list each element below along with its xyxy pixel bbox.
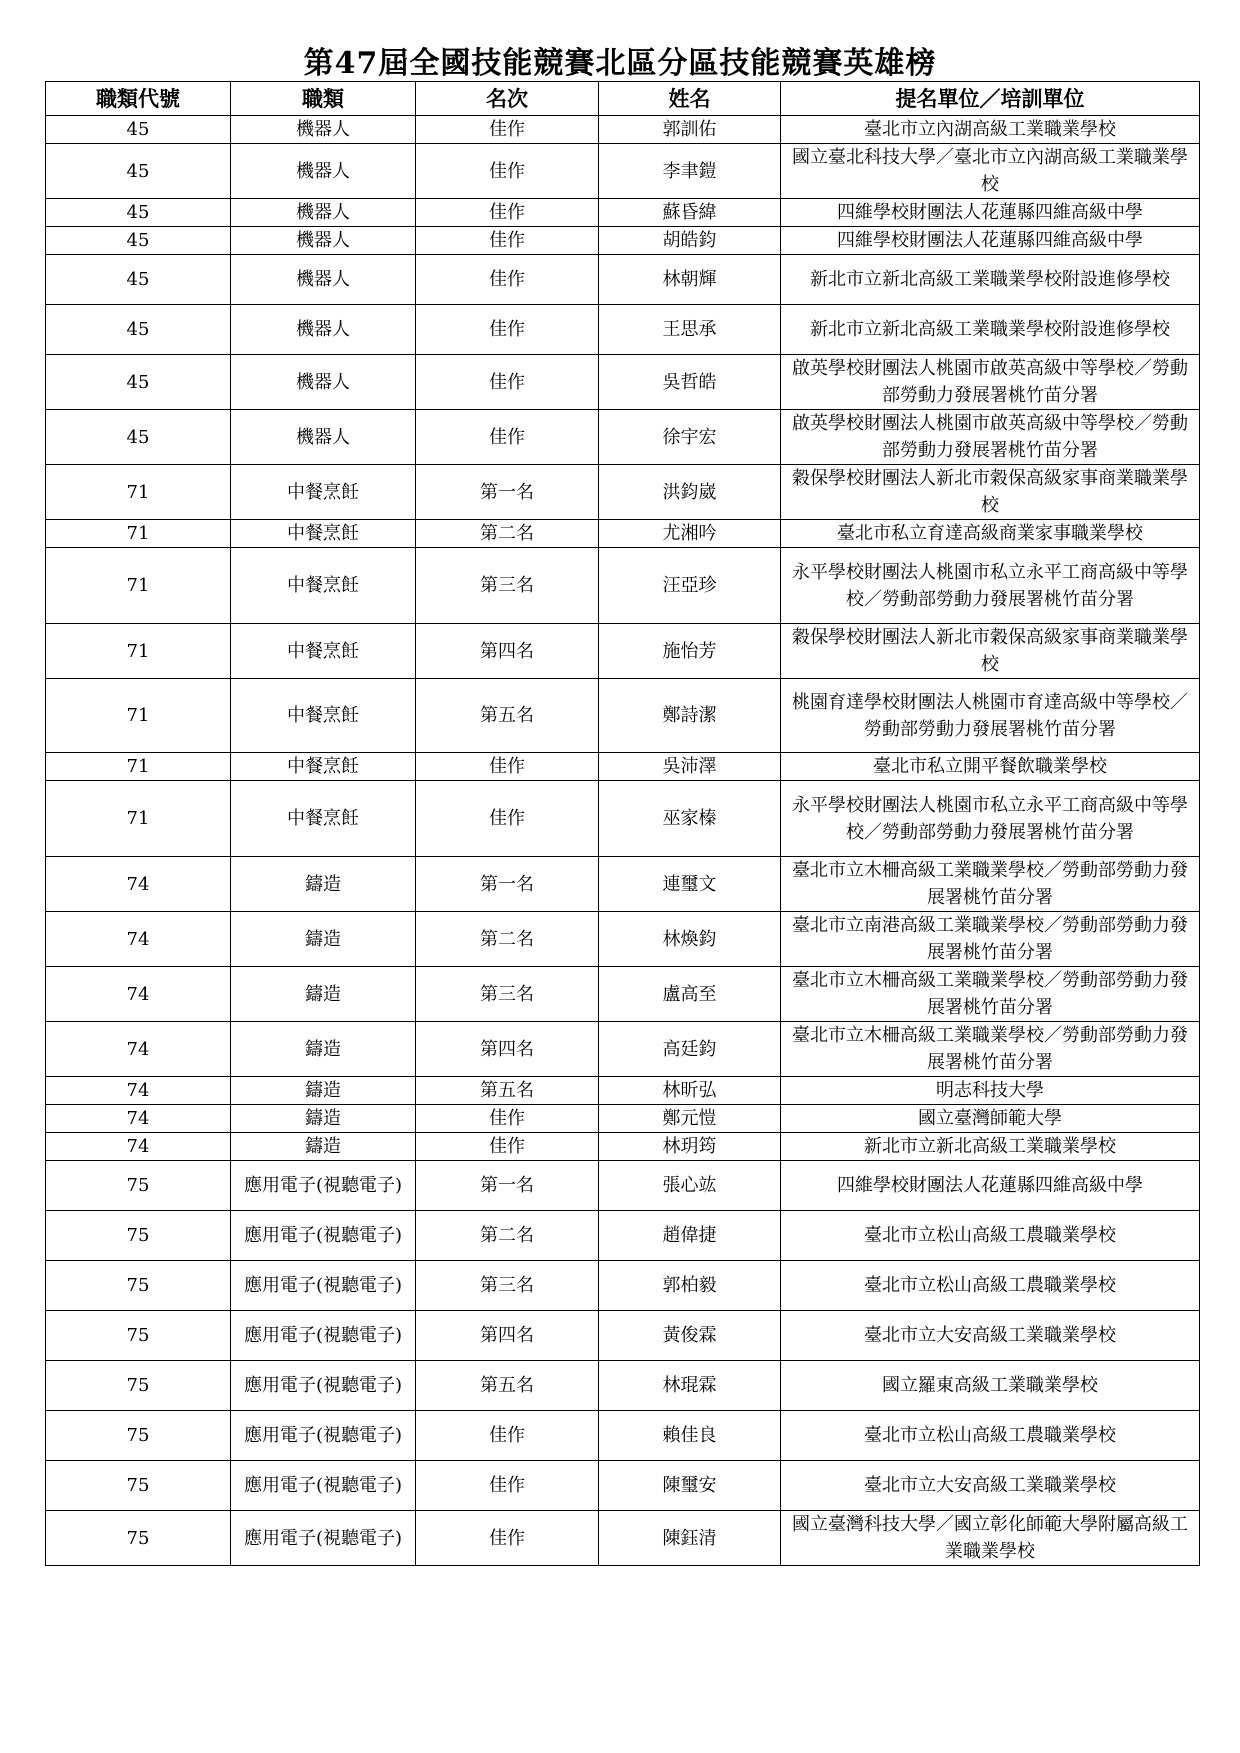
row-rank: 第五名 [416, 1077, 599, 1105]
honor-roll-table [45, 81, 1200, 1566]
row-trade: 應用電子(視聽電子) [231, 1361, 416, 1411]
row-trade-code: 74 [46, 1022, 231, 1077]
row-name: 鄭元愷 [599, 1105, 781, 1133]
header-row [46, 82, 1200, 116]
row-trade-code: 71 [46, 781, 231, 857]
row-rank: 第三名 [416, 548, 599, 624]
row-name: 賴佳良 [599, 1411, 781, 1461]
row-unit: 國立羅東高級工業職業學校 [781, 1361, 1200, 1411]
table-row [46, 199, 1200, 227]
row-trade-code: 75 [46, 1161, 231, 1211]
row-rank: 佳作 [416, 255, 599, 305]
row-unit: 新北市立新北高級工業職業學校 [781, 1133, 1200, 1161]
header-rank: 名次 [416, 82, 599, 116]
row-unit: 臺北市立內湖高級工業職業學校 [781, 116, 1200, 144]
row-rank: 佳作 [416, 1511, 599, 1566]
row-trade-code: 45 [46, 199, 231, 227]
row-unit: 臺北市立大安高級工業職業學校 [781, 1311, 1200, 1361]
row-unit: 臺北市立松山高級工農職業學校 [781, 1411, 1200, 1461]
row-name: 吳哲皓 [599, 355, 781, 410]
table-row [46, 1105, 1200, 1133]
row-name: 林煥鈞 [599, 912, 781, 967]
row-trade: 中餐烹飪 [231, 548, 416, 624]
row-unit: 啟英學校財團法人桃園市啟英高級中等學校／勞動部勞動力發展署桃竹苗分署 [781, 355, 1200, 410]
row-trade-code: 71 [46, 548, 231, 624]
table-row [46, 912, 1200, 967]
row-trade-code: 75 [46, 1411, 231, 1461]
row-trade: 應用電子(視聽電子) [231, 1311, 416, 1361]
row-trade: 機器人 [231, 410, 416, 465]
row-name: 徐宇宏 [599, 410, 781, 465]
row-rank: 第一名 [416, 465, 599, 520]
row-trade: 應用電子(視聽電子) [231, 1211, 416, 1261]
row-trade-code: 74 [46, 1105, 231, 1133]
row-trade: 鑄造 [231, 1133, 416, 1161]
table-row [46, 227, 1200, 255]
row-trade-code: 71 [46, 753, 231, 781]
row-rank: 第一名 [416, 857, 599, 912]
row-trade: 中餐烹飪 [231, 679, 416, 753]
table-row [46, 753, 1200, 781]
row-trade-code: 75 [46, 1361, 231, 1411]
table-row [46, 1361, 1200, 1411]
row-trade-code: 45 [46, 305, 231, 355]
row-name: 盧高至 [599, 967, 781, 1022]
row-trade-code: 75 [46, 1211, 231, 1261]
header-trade-code: 職類代號 [46, 82, 231, 116]
row-rank: 第五名 [416, 679, 599, 753]
table-row [46, 355, 1200, 410]
row-name: 尤湘吟 [599, 520, 781, 548]
row-name: 張心竑 [599, 1161, 781, 1211]
row-name: 郭柏毅 [599, 1261, 781, 1311]
row-trade-code: 45 [46, 116, 231, 144]
row-unit: 四維學校財團法人花蓮縣四維高級中學 [781, 1161, 1200, 1211]
row-unit: 國立臺灣師範大學 [781, 1105, 1200, 1133]
row-trade: 機器人 [231, 199, 416, 227]
row-trade-code: 75 [46, 1261, 231, 1311]
row-rank: 佳作 [416, 753, 599, 781]
row-trade: 鑄造 [231, 1022, 416, 1077]
row-unit: 永平學校財團法人桃園市私立永平工商高級中等學校／勞動部勞動力發展署桃竹苗分署 [781, 781, 1200, 857]
row-trade-code: 45 [46, 255, 231, 305]
row-rank: 第二名 [416, 912, 599, 967]
table-row [46, 1511, 1200, 1566]
row-rank: 第二名 [416, 520, 599, 548]
header-unit: 提名單位／培訓單位 [781, 82, 1200, 116]
row-trade-code: 71 [46, 465, 231, 520]
row-unit: 臺北市立木柵高級工業職業學校／勞動部勞動力發展署桃竹苗分署 [781, 1022, 1200, 1077]
row-name: 洪鈞崴 [599, 465, 781, 520]
row-unit: 臺北市立大安高級工業職業學校 [781, 1461, 1200, 1511]
row-rank: 佳作 [416, 410, 599, 465]
table-row [46, 781, 1200, 857]
row-trade-code: 74 [46, 912, 231, 967]
table-row [46, 305, 1200, 355]
row-unit: 臺北市私立育達高級商業家事職業學校 [781, 520, 1200, 548]
row-trade: 機器人 [231, 116, 416, 144]
row-unit: 穀保學校財團法人新北市穀保高級家事商業職業學校 [781, 624, 1200, 679]
row-trade-code: 74 [46, 857, 231, 912]
row-name: 連璽文 [599, 857, 781, 912]
row-name: 陳璽安 [599, 1461, 781, 1511]
row-trade-code: 45 [46, 227, 231, 255]
row-trade-code: 45 [46, 355, 231, 410]
row-rank: 佳作 [416, 355, 599, 410]
row-rank: 第四名 [416, 624, 599, 679]
row-name: 林昕弘 [599, 1077, 781, 1105]
row-trade: 鑄造 [231, 912, 416, 967]
row-unit: 臺北市立木柵高級工業職業學校／勞動部勞動力發展署桃竹苗分署 [781, 967, 1200, 1022]
row-name: 李聿鎧 [599, 144, 781, 199]
row-trade-code: 74 [46, 1133, 231, 1161]
table-row [46, 1022, 1200, 1077]
row-rank: 佳作 [416, 227, 599, 255]
row-name: 林玥筠 [599, 1133, 781, 1161]
header-trade: 職類 [231, 82, 416, 116]
row-name: 汪亞珍 [599, 548, 781, 624]
row-name: 鄭詩潔 [599, 679, 781, 753]
table-row [46, 967, 1200, 1022]
row-rank: 第二名 [416, 1211, 599, 1261]
row-unit: 國立臺灣科技大學／國立彰化師範大學附屬高級工業職業學校 [781, 1511, 1200, 1566]
row-name: 巫家榛 [599, 781, 781, 857]
table-body [46, 116, 1200, 1566]
row-unit: 臺北市立南港高級工業職業學校／勞動部勞動力發展署桃竹苗分署 [781, 912, 1200, 967]
row-name: 施怡芳 [599, 624, 781, 679]
row-trade: 鑄造 [231, 1105, 416, 1133]
row-unit: 新北市立新北高級工業職業學校附設進修學校 [781, 255, 1200, 305]
row-rank: 佳作 [416, 1411, 599, 1461]
table-row [46, 1261, 1200, 1311]
row-trade-code: 74 [46, 1077, 231, 1105]
row-name: 林朝輝 [599, 255, 781, 305]
row-name: 王思承 [599, 305, 781, 355]
table-row [46, 255, 1200, 305]
row-trade: 應用電子(視聽電子) [231, 1161, 416, 1211]
row-unit: 永平學校財團法人桃園市私立永平工商高級中等學校／勞動部勞動力發展署桃竹苗分署 [781, 548, 1200, 624]
table-row [46, 410, 1200, 465]
row-trade: 機器人 [231, 227, 416, 255]
row-unit: 國立臺北科技大學／臺北市立內湖高級工業職業學校 [781, 144, 1200, 199]
row-name: 蘇昏緯 [599, 199, 781, 227]
row-unit: 臺北市立松山高級工農職業學校 [781, 1261, 1200, 1311]
row-trade-code: 75 [46, 1311, 231, 1361]
row-trade-code: 45 [46, 144, 231, 199]
row-rank: 佳作 [416, 1105, 599, 1133]
row-name: 吳沛澤 [599, 753, 781, 781]
row-rank: 佳作 [416, 1133, 599, 1161]
row-unit: 四維學校財團法人花蓮縣四維高級中學 [781, 199, 1200, 227]
row-rank: 第四名 [416, 1022, 599, 1077]
row-trade-code: 45 [46, 410, 231, 465]
row-trade: 機器人 [231, 305, 416, 355]
table-row [46, 1411, 1200, 1461]
row-trade: 鑄造 [231, 1077, 416, 1105]
row-trade-code: 74 [46, 967, 231, 1022]
row-trade: 鑄造 [231, 967, 416, 1022]
row-trade: 中餐烹飪 [231, 465, 416, 520]
table-row [46, 144, 1200, 199]
row-unit: 啟英學校財團法人桃園市啟英高級中等學校／勞動部勞動力發展署桃竹苗分署 [781, 410, 1200, 465]
row-trade: 中餐烹飪 [231, 520, 416, 548]
row-unit: 穀保學校財團法人新北市穀保高級家事商業職業學校 [781, 465, 1200, 520]
row-name: 高廷鈞 [599, 1022, 781, 1077]
table-row [46, 1077, 1200, 1105]
row-trade-code: 71 [46, 679, 231, 753]
row-trade: 中餐烹飪 [231, 624, 416, 679]
row-trade: 中餐烹飪 [231, 781, 416, 857]
table-row [46, 857, 1200, 912]
table-row [46, 116, 1200, 144]
row-rank: 第三名 [416, 967, 599, 1022]
row-name: 林琨霖 [599, 1361, 781, 1411]
row-rank: 佳作 [416, 1461, 599, 1511]
row-trade-code: 71 [46, 520, 231, 548]
row-trade: 應用電子(視聽電子) [231, 1461, 416, 1511]
row-trade-code: 75 [46, 1511, 231, 1566]
row-trade-code: 75 [46, 1461, 231, 1511]
row-rank: 佳作 [416, 781, 599, 857]
table-row [46, 1211, 1200, 1261]
row-rank: 第三名 [416, 1261, 599, 1311]
row-unit: 新北市立新北高級工業職業學校附設進修學校 [781, 305, 1200, 355]
table-row [46, 465, 1200, 520]
row-rank: 佳作 [416, 116, 599, 144]
row-name: 趙偉捷 [599, 1211, 781, 1261]
table-row [46, 1161, 1200, 1211]
row-name: 胡皓鈞 [599, 227, 781, 255]
table-row [46, 520, 1200, 548]
row-trade-code: 71 [46, 624, 231, 679]
table-row [46, 679, 1200, 753]
row-unit: 臺北市立木柵高級工業職業學校／勞動部勞動力發展署桃竹苗分署 [781, 857, 1200, 912]
row-rank: 佳作 [416, 199, 599, 227]
row-rank: 佳作 [416, 144, 599, 199]
table-row [46, 548, 1200, 624]
row-trade: 機器人 [231, 355, 416, 410]
row-name: 黃俊霖 [599, 1311, 781, 1361]
row-unit: 臺北市立松山高級工農職業學校 [781, 1211, 1200, 1261]
row-unit: 臺北市私立開平餐飲職業學校 [781, 753, 1200, 781]
row-rank: 第四名 [416, 1311, 599, 1361]
row-rank: 佳作 [416, 305, 599, 355]
row-trade: 應用電子(視聽電子) [231, 1261, 416, 1311]
page-title: 第47屆全國技能競賽北區分區技能競賽英雄榜 [303, 46, 937, 81]
row-trade: 應用電子(視聽電子) [231, 1411, 416, 1461]
row-name: 陳鈺清 [599, 1511, 781, 1566]
row-trade: 中餐烹飪 [231, 753, 416, 781]
table-row [46, 624, 1200, 679]
row-unit: 明志科技大學 [781, 1077, 1200, 1105]
table-row [46, 1311, 1200, 1361]
table-row [46, 1461, 1200, 1511]
table-row [46, 1133, 1200, 1161]
row-rank: 第一名 [416, 1161, 599, 1211]
row-rank: 第五名 [416, 1361, 599, 1411]
header-name: 姓名 [599, 82, 781, 116]
row-trade: 機器人 [231, 144, 416, 199]
row-trade: 應用電子(視聽電子) [231, 1511, 416, 1566]
row-trade: 機器人 [231, 255, 416, 305]
row-unit: 四維學校財團法人花蓮縣四維高級中學 [781, 227, 1200, 255]
row-trade: 鑄造 [231, 857, 416, 912]
row-name: 郭訓佑 [599, 116, 781, 144]
row-unit: 桃園育達學校財團法人桃園市育達高級中等學校／勞動部勞動力發展署桃竹苗分署 [781, 679, 1200, 753]
